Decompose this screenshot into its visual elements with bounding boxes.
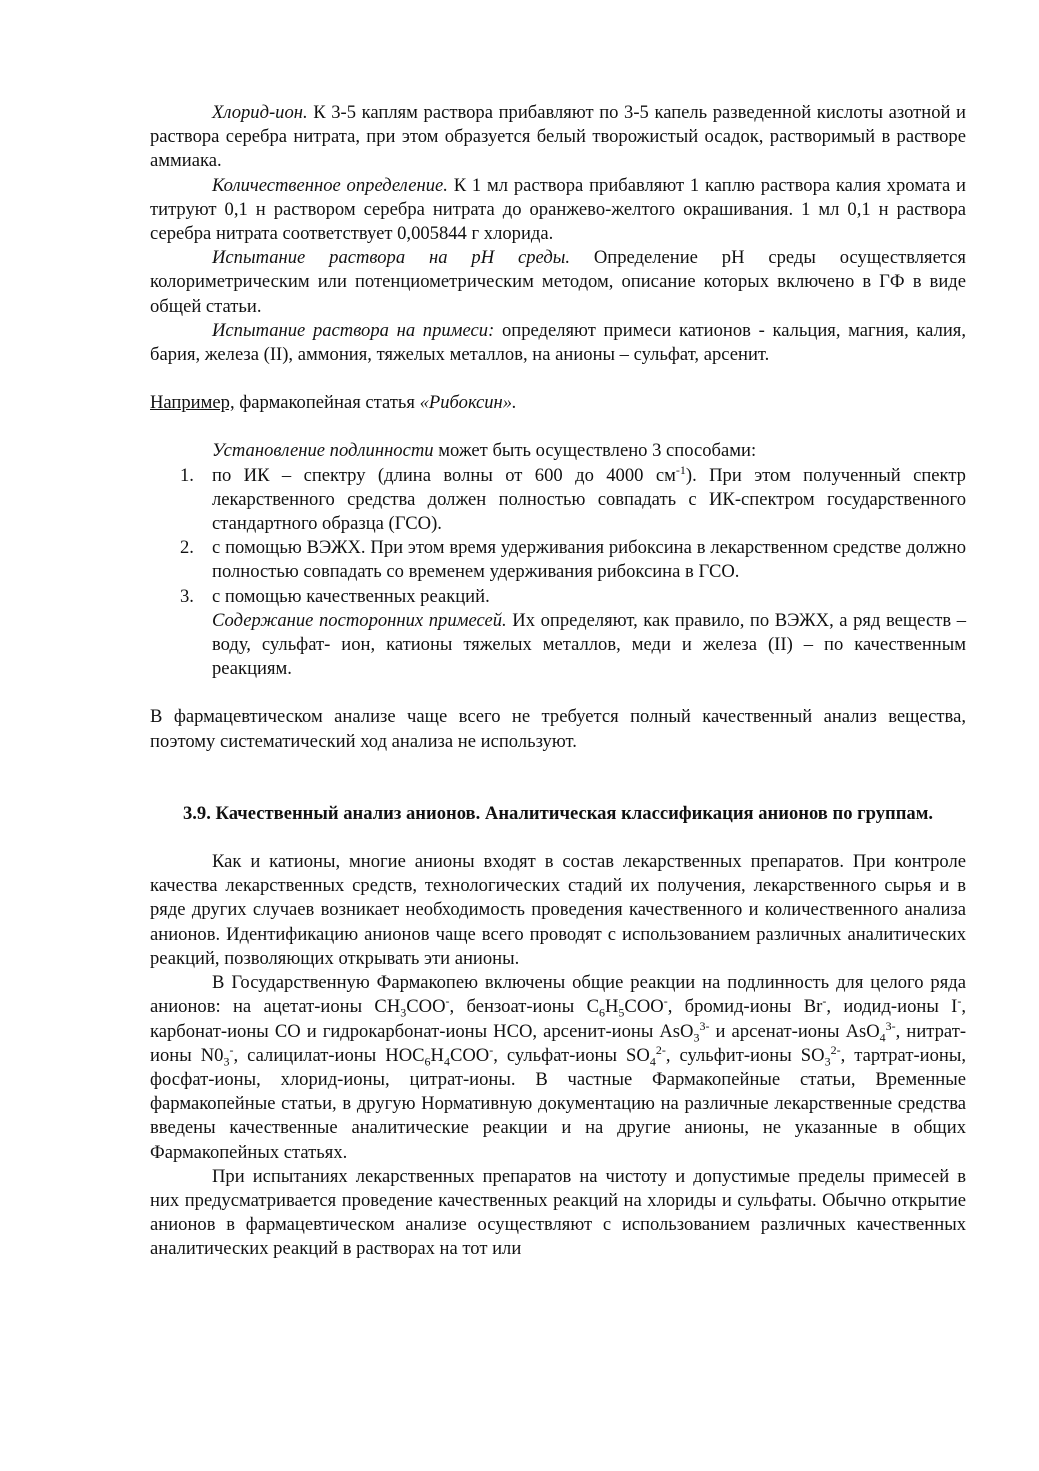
quant-label: Количественное определение. — [212, 174, 448, 196]
text-run: , нитрат-ионы N0 — [150, 1020, 967, 1066]
impurities-label: Испытание раствора на примеси: — [212, 319, 495, 341]
subscript: 6 — [424, 1054, 431, 1069]
text-run: В Государственную Фармакопею включены общие реакции на подлинность для целого ряда анионов: на ацетат-ионы CH — [150, 972, 966, 1018]
text-run: , тартрат-ионы, фосфат-ионы, хлорид-ионы, цитрат-ионы. В частные Фармакопейные статьи, Временные фармакопейные статьи, в другую Нормативную документацию на различные лекарственные средства введены качественные аналитические реакции и на другие анионы, не указанные в общих Фармакопейных статьях. — [150, 1044, 966, 1163]
subscript: 3 — [824, 1054, 831, 1069]
text-run: COO — [624, 996, 664, 1018]
example-underlined: Например, — [150, 392, 235, 414]
document-page — [150, 101, 966, 1262]
text-run: COO — [406, 996, 446, 1018]
example-paragraph — [150, 391, 966, 415]
list-item-text: по ИК – спектру (длина волны от 600 до 4000 см — [212, 464, 676, 486]
list-item — [150, 536, 966, 584]
superscript: - — [957, 994, 962, 1009]
pharmacopoeia-anions-paragraph — [150, 971, 966, 1165]
spacer — [150, 826, 966, 850]
impurities-paragraph — [150, 319, 966, 367]
superscript: - — [229, 1042, 234, 1057]
list-item-number: 2. — [180, 537, 194, 559]
text-run: COO — [449, 1044, 490, 1066]
list-item-number: 1. — [180, 464, 194, 486]
text-run: , салицилат-ионы HOC — [233, 1044, 425, 1066]
spacer — [150, 681, 966, 705]
identity-label: Установление подлинности — [212, 440, 434, 462]
superscript: - — [445, 994, 450, 1009]
superscript: - — [489, 1042, 494, 1057]
superscript: 3- — [885, 1018, 896, 1033]
anions-intro-paragraph: Как и катионы, многие анионы входят в состав лекарственных препаратов. При контроле качества лекарственных средств, технологических стадий их получения, лекарственного сырья и в ряде других случаев возникает необходимость проведения качественного и количественного анализа анионов. Идентификацию анионов чаще всего проводят с использованием различных аналитических реакций, позволяющих открывать эти анионы. — [150, 851, 966, 969]
list-item-text-post: ). При этом полученный спектр лекарственного средства должен полностью совпадать с ИК-спектром государственного стандартного образца (ГСО). — [212, 464, 966, 535]
spacer — [150, 367, 966, 391]
purity-tests-paragraph: При испытаниях лекарственных препаратов на чистоту и допустимые пределы примесей в них предусматривается проведение качественных реакций на хлориды и сульфаты. Обычно открытие анионов в фармацевтическом анализе осуществляют с использованием различных качественных аналитических реакций в растворах на тот или — [150, 1165, 966, 1260]
text-run: , иодид-ионы I — [826, 996, 958, 1018]
superscript: - — [663, 994, 668, 1009]
superscript: 2- — [830, 1042, 841, 1057]
ph-label: Испытание раствора на рН среды. — [212, 247, 570, 269]
foreign-impurities-paragraph — [150, 609, 966, 682]
text-run: , бромид-ионы Br — [667, 996, 823, 1018]
foreign-text: Их определяют, как правило, по ВЭЖХ, а ряд веществ – воду, сульфат- ион, катионы тяжелых металлов, меди и железа (II) – по качественным реакциям. — [212, 609, 966, 680]
identity-text: может быть осуществлено 3 способами: — [433, 440, 757, 462]
pharma-note-paragraph: В фармацевтическом анализе чаще всего не требуется полный качественный анализ вещества, поэтому систематический ход анализа не используют. — [150, 706, 966, 752]
impurities-text: определяют примеси катионов - кальция, магния, калия, бария, железа (II), аммония, тяжелых металлов, на анионы – сульфат, арсенит. — [150, 319, 967, 366]
subscript: 4 — [649, 1054, 656, 1069]
ph-text: Определение рН среды осуществляется колориметрическим или потенциометрическим методом, описание которых включено в ГФ в виде общей статьи. — [150, 247, 966, 317]
quant-text: К 1 мл раствора прибавляют 1 каплю раствора калия хромата и титруют 0,1 н раствором серебра нитрата до оранжево-желтого окрашивания. 1 мл 0,1 н раствора серебра нитрата соответствует 0,005844 г хлорида. — [150, 174, 966, 245]
list-item — [150, 464, 966, 537]
text-run: , карбонат-ионы СО и гидрокарбонат-ионы НСО, арсенит-ионы AsO — [150, 996, 966, 1042]
subscript: 3 — [223, 1054, 230, 1069]
chloride-paragraph — [150, 101, 966, 174]
ph-paragraph — [150, 246, 966, 319]
list-item-text: с помощью качественных реакций. — [212, 585, 490, 607]
superscript: - — [822, 994, 827, 1009]
list-item — [150, 585, 966, 609]
list-item-number: 3. — [180, 585, 194, 607]
subscript: 4 — [443, 1054, 450, 1069]
subscript: 3 — [693, 1030, 700, 1045]
example-text: фармакопейная статья — [234, 392, 420, 414]
chloride-text: К 3-5 каплям раствора прибавляют по 3-5 капель разведенной кислоты азотной и раствора серебра нитрата, при этом образуется белый творожистый осадок, растворимый в растворе аммиака. — [150, 102, 966, 172]
section-heading: 3.9. Качественный анализ анионов. Аналитическая классификация анионов по группам. — [182, 802, 934, 824]
quant-paragraph — [150, 174, 966, 247]
text-run: , бензоат-ионы C — [449, 996, 599, 1018]
text-run: H — [604, 996, 619, 1018]
text-run: H — [430, 1044, 444, 1066]
text-run: , сульфит-ионы SO — [665, 1044, 825, 1066]
spacer — [150, 415, 966, 439]
subscript: 6 — [598, 1006, 605, 1021]
example-italic: «Рибоксин». — [419, 392, 517, 414]
foreign-label: Содержание посторонних примесей. — [212, 609, 507, 631]
spacer — [150, 754, 966, 802]
identity-paragraph — [150, 439, 966, 463]
subscript: 5 — [618, 1006, 625, 1021]
text-run: и арсенат-ионы AsO — [709, 1020, 880, 1042]
identity-methods-list — [150, 464, 966, 609]
chloride-label: Хлорид-ион. — [212, 102, 308, 123]
superscript: 3- — [699, 1018, 710, 1033]
superscript: 2- — [655, 1042, 666, 1057]
list-item-text: с помощью ВЭЖХ. При этом время удерживания рибоксина в лекарственном средстве должно полностью совпадать со временем удерживания рибоксина в ГСО. — [212, 537, 966, 583]
text-run: , сульфат-ионы SO — [493, 1044, 650, 1066]
list-item-superscript: -1 — [675, 462, 686, 477]
subscript: 4 — [879, 1030, 886, 1045]
subscript: 3 — [400, 1006, 407, 1021]
